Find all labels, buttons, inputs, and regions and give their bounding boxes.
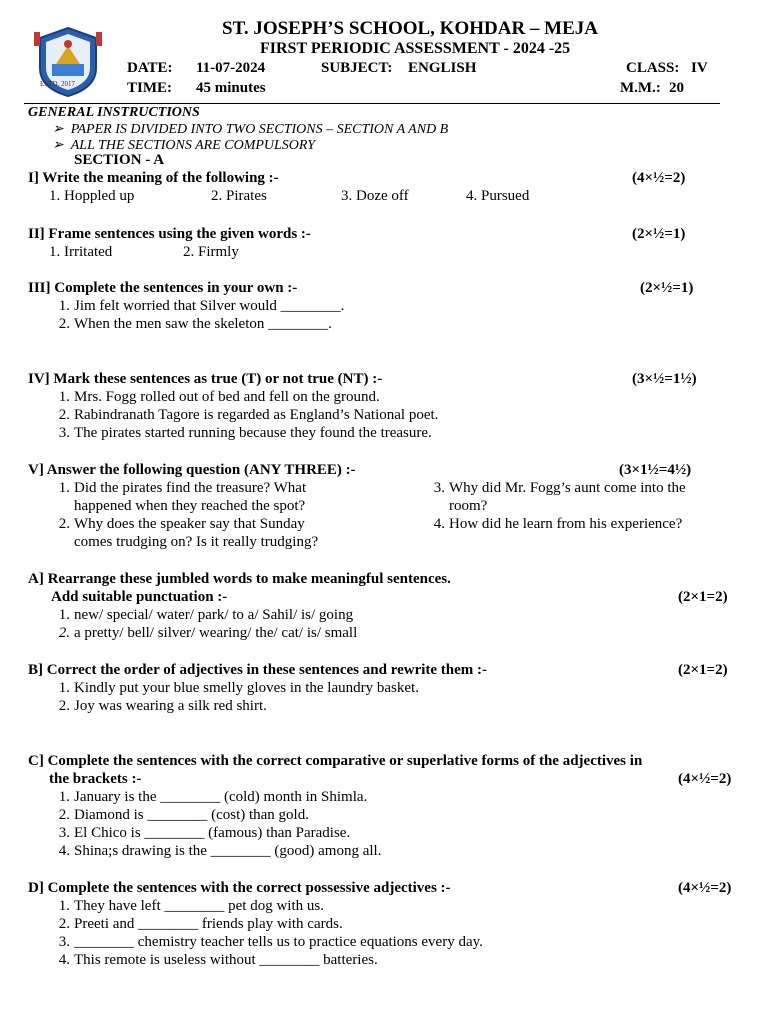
q1-title: I] Write the meaning of the following :- [28, 170, 279, 186]
q5-item-cont: happened when they reached the spot? [74, 498, 306, 514]
school-logo [30, 24, 106, 100]
instruction-item: ➢ PAPER IS DIVIDED INTO TWO SECTIONS – SECTION A AND B [52, 122, 449, 137]
qb-item: 1. Kindly put your blue smelly gloves in the laundry basket. [58, 680, 419, 696]
q3-item: 2. When the men saw the skeleton ________. [58, 316, 332, 332]
header-divider [24, 103, 720, 104]
instructions-title: GENERAL INSTRUCTIONS [28, 105, 200, 120]
q5-marks: (3×1½=4½) [619, 462, 692, 478]
qb-item: 2. Joy was wearing a silk red shirt. [58, 698, 267, 714]
max-marks-label: M.M.: [620, 80, 661, 96]
qa-marks: (2×1=2) [678, 589, 728, 605]
max-marks-value: 20 [669, 80, 684, 96]
qd-item: 4. This remote is useless without ________ batteries. [58, 952, 378, 968]
q1-marks: (4×½=2) [632, 170, 686, 186]
q4-item: 1. Mrs. Fogg rolled out of bed and fell on the ground. [58, 389, 380, 405]
subject-value: ENGLISH [408, 60, 477, 76]
qc-marks: (4×½=2) [678, 771, 732, 787]
q5-item: 1. Did the pirates find the treasure? What [58, 480, 307, 496]
qc-item: 1. January is the ________ (cold) month in Shimla. [58, 789, 368, 805]
q1-item: 1. Hoppled up [49, 188, 135, 204]
arrow-bullet-icon: ➢ [52, 138, 64, 153]
q5-item: 3. Why did Mr. Fogg’s aunt come into the [433, 480, 686, 496]
qd-item: 3. ________ chemistry teacher tells us to practice equations every day. [58, 934, 483, 950]
class-value: IV [691, 60, 708, 76]
logo-estd-text: ESTD. 2017 [40, 80, 75, 88]
qa-item: 1. new/ special/ water/ park/ to a/ Sahil/ is/ going [58, 607, 354, 623]
qb-marks: (2×1=2) [678, 662, 728, 678]
q1-item: 2. Pirates [211, 188, 267, 204]
qc-item: 4. Shina;s drawing is the ________ (good) among all. [58, 843, 382, 859]
exam-title: FIRST PERIODIC ASSESSMENT - 2024 -25 [260, 40, 571, 57]
q5-item-cont: room? [449, 498, 488, 514]
qb-title: B] Correct the order of adjectives in these sentences and rewrite them :- [28, 662, 488, 678]
school-name: ST. JOSEPH’S SCHOOL, KOHDAR – MEJA [222, 18, 599, 39]
class-label: CLASS: [626, 60, 680, 76]
subject-label: SUBJECT: [321, 60, 393, 76]
q2-item: 1. Irritated [49, 244, 113, 260]
q4-marks: (3×½=1½) [632, 371, 697, 387]
time-value: 45 minutes [196, 80, 266, 96]
time-label: TIME: [127, 80, 172, 96]
q3-marks: (2×½=1) [640, 280, 694, 296]
q1-item: 4. Pursued [466, 188, 530, 204]
qa-title-cont: Add suitable punctuation :- [51, 589, 228, 605]
q4-item: 2. Rabindranath Tagore is regarded as England’s National poet. [58, 407, 439, 423]
qc-item: 2. Diamond is ________ (cost) than gold. [58, 807, 309, 823]
q4-item: 3. The pirates started running because they found the treasure. [58, 425, 432, 441]
qc-title: C] Complete the sentences with the correct comparative or superlative forms of the adjectives in [28, 753, 643, 769]
q2-item: 2. Firmly [183, 244, 239, 260]
q3-item: 1. Jim felt worried that Silver would ________. [58, 298, 345, 314]
q5-item: 4. How did he learn from his experience? [433, 516, 683, 532]
q2-title: II] Frame sentences using the given words :- [28, 226, 311, 242]
instruction-item: ➢ ALL THE SECTIONS ARE COMPULSORY [52, 138, 315, 153]
qd-item: 1. They have left ________ pet dog with us. [58, 898, 324, 914]
qc-title-cont: the brackets :- [49, 771, 142, 787]
arrow-bullet-icon: ➢ [52, 122, 64, 137]
qa-item: 2. a pretty/ bell/ silver/ wearing/ the/ cat/ is/ small [58, 625, 358, 641]
q3-title: III] Complete the sentences in your own :- [28, 280, 298, 296]
qc-item: 3. El Chico is ________ (famous) than Paradise. [58, 825, 351, 841]
q5-item: 2. Why does the speaker say that Sunday [58, 516, 305, 532]
qd-title: D] Complete the sentences with the correct possessive adjectives :- [28, 880, 451, 896]
q1-item: 3. Doze off [341, 188, 409, 204]
q5-item-cont: comes trudging on? Is it really trudging? [74, 534, 319, 550]
section-a-heading: SECTION - A [74, 152, 165, 168]
q4-title: IV] Mark these sentences as true (T) or not true (NT) :- [28, 371, 383, 387]
qd-item: 2. Preeti and ________ friends play with cards. [58, 916, 343, 932]
date-label: DATE: [127, 60, 173, 76]
q2-marks: (2×½=1) [632, 226, 686, 242]
q5-title: V] Answer the following question (ANY THREE) :- [28, 462, 356, 478]
date-value: 11-07-2024 [196, 60, 266, 76]
qd-marks: (4×½=2) [678, 880, 732, 896]
qa-title: A] Rearrange these jumbled words to make meaningful sentences. [28, 571, 451, 587]
